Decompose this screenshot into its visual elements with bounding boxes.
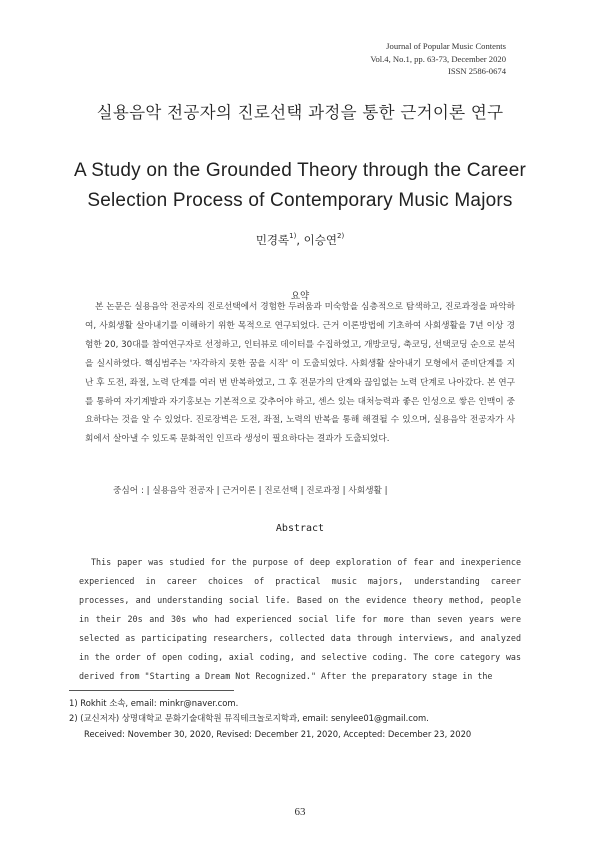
korean-keywords: 중심어 : | 실용음악 전공자 | 근거이론 | 진로선택 | 진로과정 | 사회생활 | (113, 486, 388, 496)
korean-title: 실용음악 전공자의 진로선택 과정을 통한 근거이론 연구 (96, 103, 504, 122)
english-title (0, 156, 600, 216)
english-title-line-1: A Study on the Grounded Theory through the Career (73, 160, 526, 181)
author-2-footnote-mark: 2) (336, 232, 345, 240)
received-dates: Received: November 30, 2020, Revised: December 21, 2020, Accepted: December 23, 2020 (84, 729, 472, 739)
korean-abstract-heading: 요약 (290, 291, 310, 302)
korean-abstract-body: 본 논문은 실용음악 전공자의 진로선택에서 경험한 두려움과 미숙함을 심층적으로 탐색하고, 진로과정을 파악하여, 사회생활 살아내기를 이해하기 위한 목적으로 연구되었다. 근거 이론방법에 기초하여 사회생활을 7년 이상 경험한 20, 30대를 참여연구자로 선정하고, 인터뷰로 데이터를 수집하였고, 개방코딩, 축코딩, 선택코딩 순으로 분석을 실시하였다. 핵심범주는 '자각하지 못한 꿈을 시작' 이 도출되었다. 사회생활 살아내기 모형에서 준비단계를 지난 후 도전, 좌절, 노력 단계를 여러 번 반복하였고, 그 후 전문가의 단계와 끊임없는 노력 단계로 나아갔다. 본 연구를 통하여 자기계발과 자기홍보는 기본적으로 갖추어야 하고, 센스 있는 대처능력과 좋은 인성으로 쌓은 인맥이 중요하다는 것을 알 수 있었다. 진로장벽은 도전, 좌절, 노력의 반복을 통해 해결될 수 있으며, 실용음악 전공자가 사회에서 살아낼 수 있도록 문화적인 인프라 생성이 필요하다는 결과가 도출되었다. (85, 302, 516, 445)
page-number: 63 (294, 806, 306, 818)
footnote-2: 2) (교신저자) 상명대학교 문화기술대학원 뮤직테크놀로지학과, email: senylee01@gmail.com. (69, 713, 429, 723)
journal-header (246, 40, 506, 78)
journal-issue: Vol.4, No.1, pp. 63-73, December 2020 (370, 53, 506, 64)
author-1-name: 민경록 (255, 233, 290, 247)
english-title-line-2: Selection Process of Contemporary Music Majors (87, 190, 513, 211)
footnote-1: 1) Rokhit 소속, email: minkr@naver.com. (69, 698, 239, 708)
author-separator: , (296, 233, 304, 247)
journal-issn: ISSN 2586-0674 (447, 66, 506, 76)
authors (0, 232, 600, 248)
english-abstract-heading: Abstract (275, 523, 325, 534)
author-1-footnote-mark: 1) (289, 232, 297, 240)
journal-name: Journal of Popular Music Contents (386, 41, 506, 51)
footnote-divider (69, 690, 234, 691)
author-2-name: 이승연 (303, 233, 337, 247)
english-abstract-body: This paper was studied for the purpose of deep exploration of fear and inexperience experienced in career choices of practical music majors, understanding career processes, and understanding social life. Based on the evidence theory method, people in their 20s and 30s who had experienced social life for more than seven years were selected as participating researchers, collected data through interviews, and analyzed in the order of open coding, axial coding, and selective coding. The core category was derived from "Starting a Dream Not Recognized." After the preparatory stage in the (79, 557, 521, 681)
